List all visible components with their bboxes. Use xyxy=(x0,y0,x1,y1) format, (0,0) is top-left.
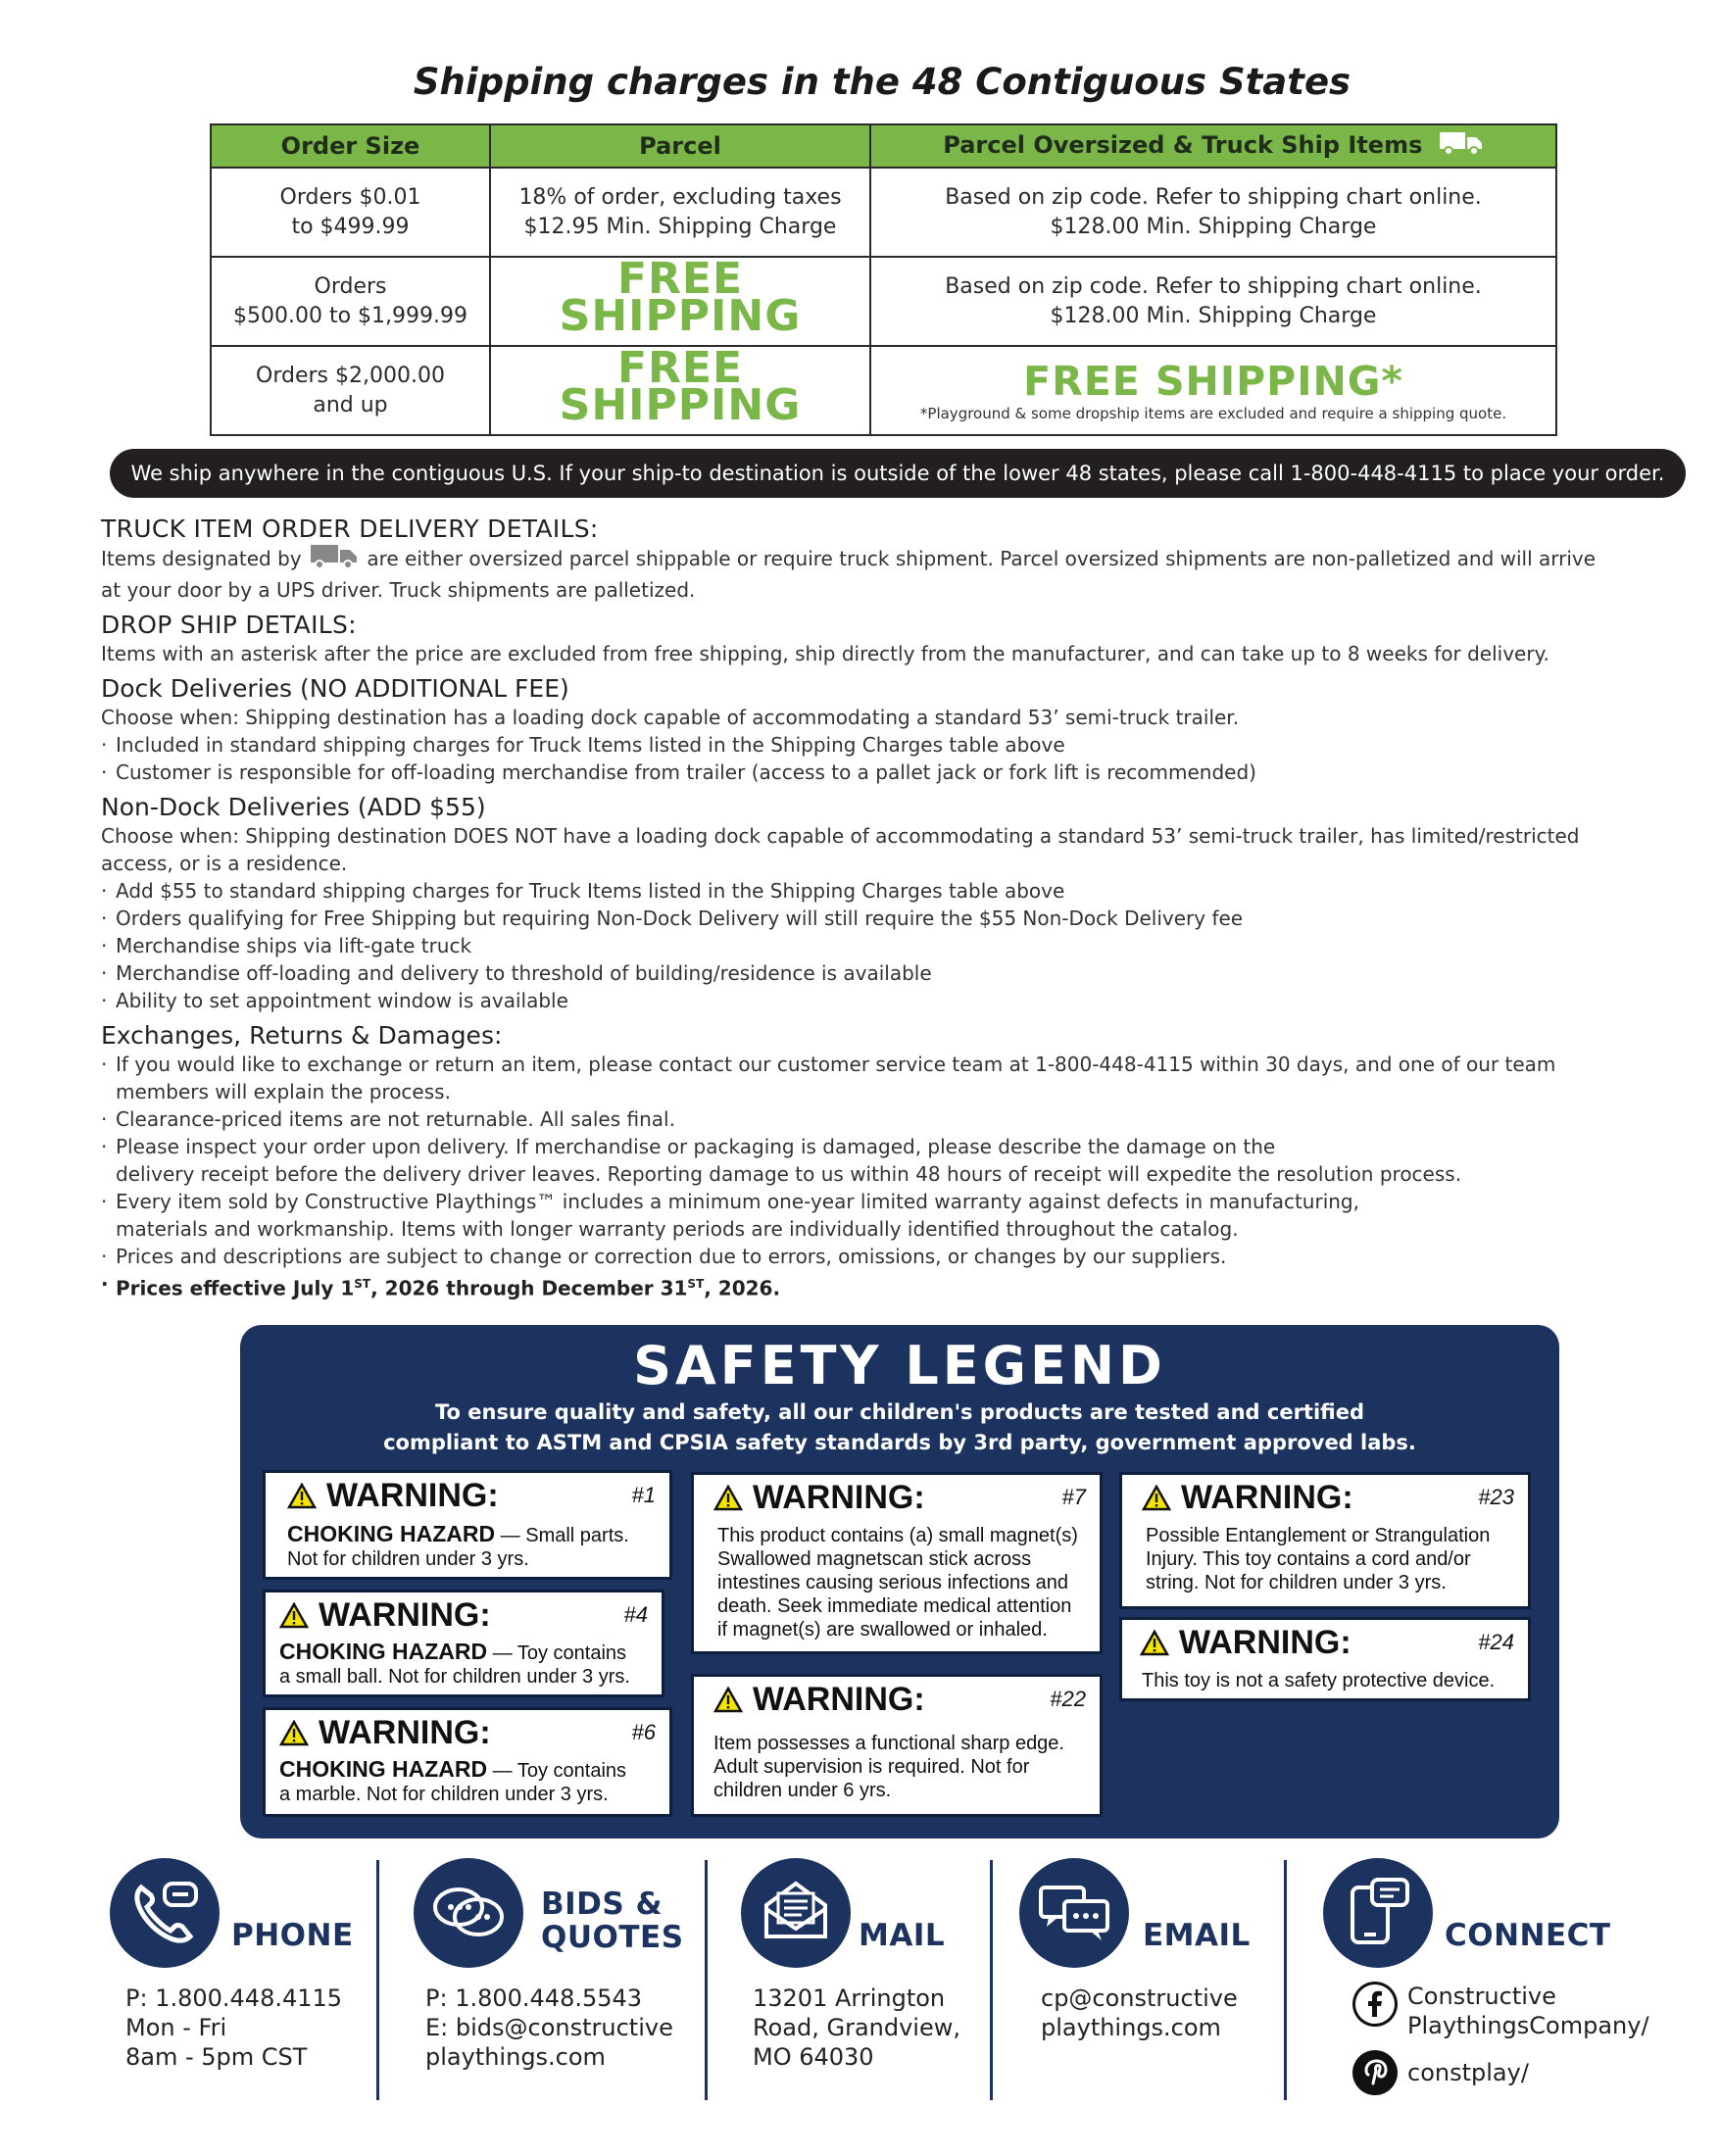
text-line: PlaythingsCompany/ xyxy=(1407,2012,1649,2039)
text-line xyxy=(279,1757,658,1783)
list-item: · Add $55 to standard shipping charges for Truck Items listed in the Shipping Charges table above xyxy=(101,877,1689,905)
non-dock-choose-text-2: access, or is a residence. xyxy=(101,852,348,875)
pinterest-icon xyxy=(1352,2050,1398,2095)
text-line: delivery receipt before the delivery driver leaves. Reporting damage to us within 48 hours of receipt will expedite the resolution process. xyxy=(116,1162,1462,1186)
cell-line: Orders $2,000.00 xyxy=(256,363,445,388)
mail-label: MAIL xyxy=(859,1918,946,1953)
text-line: BIDS & xyxy=(541,1886,663,1922)
warning-text xyxy=(279,1640,650,1689)
free-shipping-text: FREE SHIPPING* xyxy=(1023,357,1403,405)
truck-details-text-2: at your door by a UPS driver. Truck shipments are palletized. xyxy=(101,578,696,602)
text-line: Constructive xyxy=(1407,1983,1556,2010)
text-span: are either oversized parcel shippable or require truck shipment. Parcel oversized shipments are non-palletized and will arrive xyxy=(367,547,1597,570)
list-item: · Ability to set appointment window is available xyxy=(101,987,1689,1014)
warning-label: WARNING: xyxy=(753,1681,925,1718)
parcel-cell xyxy=(490,253,870,346)
table-row xyxy=(211,346,1556,435)
table-row xyxy=(211,257,1556,346)
text-line: 13201 Arrington xyxy=(753,1984,946,2012)
text-line: Not for children under 3 yrs. xyxy=(287,1548,529,1570)
drop-ship-text: Items with an asterisk after the price are excluded from free shipping, ship directly from the manufacturer, and can take up to 8 weeks for delivery. xyxy=(101,642,1549,665)
text-line: · If you would like to exchange or return an item, please contact our customer service team at 1-800-448-4115 within 30 days, and one of our team xyxy=(116,1053,1556,1076)
text-span: — Small parts. xyxy=(495,1525,629,1546)
phone-number[interactable]: P: 1.800.448.5543 xyxy=(425,1984,643,2012)
warning-card-4 xyxy=(263,1590,664,1697)
warning-text xyxy=(713,1732,1088,1802)
cell-line: Based on zip code. Refer to shipping chart online. xyxy=(945,273,1482,299)
text-span: , 2026. xyxy=(704,1276,781,1300)
header-parcel: Parcel xyxy=(490,124,870,168)
header-truck xyxy=(870,124,1556,168)
phone-label: PHONE xyxy=(231,1918,354,1953)
shipping-table xyxy=(210,123,1557,436)
text-line: members will explain the process. xyxy=(116,1080,451,1103)
text-line: QUOTES xyxy=(541,1920,684,1955)
footnote: *Playground & some dropship items are excluded and require a shipping quote. xyxy=(919,404,1507,422)
text-line: To ensure quality and safety, all our children's products are tested and certified xyxy=(434,1400,1365,1424)
text-line: playthings.com xyxy=(425,2043,606,2071)
mail-details xyxy=(753,1984,960,2072)
text-line: Mon - Fri xyxy=(125,2014,227,2041)
safety-legend-title: SAFETY LEGEND xyxy=(633,1335,1166,1396)
mobile-icon xyxy=(1323,1858,1433,1968)
list-item xyxy=(101,1051,1689,1105)
warning-number: #24 xyxy=(1478,1630,1514,1654)
table-header-row xyxy=(211,124,1556,168)
warning-number: #7 xyxy=(1061,1485,1086,1509)
warning-number: #1 xyxy=(631,1483,656,1507)
text-line: materials and workmanship. Items with longer warranty periods are individually identified throughout the catalog. xyxy=(116,1217,1239,1241)
warning-triangle-icon xyxy=(1140,1627,1169,1665)
warning-number: #23 xyxy=(1478,1485,1514,1509)
text-line: Injury. This toy contains a cord and/or xyxy=(1146,1548,1471,1570)
text-span: Prices effective July 1 xyxy=(116,1276,355,1300)
text-line: intestines causing serious infections and xyxy=(717,1572,1068,1593)
warning-text xyxy=(287,1522,658,1571)
text-line: · Every item sold by Constructive Playthings™ includes a minimum one-year limited warranty against defects in manufacturing, xyxy=(116,1190,1359,1213)
safety-legend xyxy=(240,1325,1559,1838)
warning-text xyxy=(717,1524,1088,1642)
contact-phone xyxy=(110,1858,365,2103)
warning-label: WARNING: xyxy=(753,1479,925,1516)
warning-heading xyxy=(287,1477,499,1518)
list-item: · Included in standard shipping charges for Truck Items listed in the Shipping Charges table above xyxy=(101,731,1689,759)
phone-details xyxy=(125,1984,342,2072)
divider xyxy=(705,1860,708,2100)
text-line: Item possesses a functional sharp edge. xyxy=(713,1733,1064,1754)
text-span: Items designated by xyxy=(101,547,302,570)
message-icon xyxy=(1019,1858,1129,1968)
table-row xyxy=(211,168,1556,257)
warning-label: WARNING: xyxy=(319,1596,491,1634)
text-line: compliant to ASTM and CPSIA safety standards by 3rd party, government approved labs. xyxy=(383,1431,1416,1454)
hazard-label: CHOKING HAZARD xyxy=(279,1639,488,1664)
warning-number: #4 xyxy=(623,1602,648,1627)
divider xyxy=(1284,1860,1287,2100)
warning-card-7 xyxy=(691,1472,1103,1654)
text-line: This toy is not a safety protective device. xyxy=(1142,1670,1496,1691)
truck-cell xyxy=(870,168,1556,257)
cell-line: Based on zip code. Refer to shipping chart online. xyxy=(945,184,1482,210)
list-item: · Orders qualifying for Free Shipping but requiring Non-Dock Delivery will still require the $55 Non-Dock Delivery fee xyxy=(101,905,1689,932)
list-item xyxy=(101,1133,1689,1188)
list-item: · Merchandise off-loading and delivery to threshold of building/residence is available xyxy=(101,959,1689,987)
warning-text xyxy=(1146,1524,1516,1594)
text-line: if magnet(s) are swallowed or inhaled. xyxy=(717,1619,1048,1641)
warning-heading xyxy=(713,1479,925,1520)
bids-details xyxy=(425,1984,673,2072)
cell-line: $12.95 Min. Shipping Charge xyxy=(523,214,837,239)
pinterest-link[interactable] xyxy=(1352,2050,1529,2095)
warning-label: WARNING: xyxy=(326,1477,499,1514)
list-item: · Customer is responsible for off-loading merchandise from trailer (access to a pallet jack or fork lift is recommended) xyxy=(101,759,1689,786)
email-link[interactable]: E: bids@constructive xyxy=(425,2014,673,2041)
text-line: MO 64030 xyxy=(753,2043,874,2071)
truck-details-text xyxy=(101,544,1689,576)
safety-legend-subtitle xyxy=(240,1397,1559,1458)
warning-heading xyxy=(279,1714,491,1755)
phone-icon xyxy=(110,1858,220,1968)
warning-triangle-icon xyxy=(287,1480,317,1518)
cell-line: $500.00 to $1,999.99 xyxy=(232,303,467,328)
text-line: Swallowed magnetscan stick across xyxy=(717,1548,1032,1570)
free-shipping-text: FREE SHIPPING xyxy=(559,342,802,430)
warning-triangle-icon xyxy=(713,1684,743,1722)
truck-icon xyxy=(310,544,359,576)
text-line: This product contains (a) small magnet(s) xyxy=(717,1525,1078,1546)
text-line xyxy=(279,1640,650,1665)
text-span: , 2026 through December 31 xyxy=(370,1276,688,1300)
list-item: · Merchandise ships via lift-gate truck xyxy=(101,932,1689,959)
order-size-cell xyxy=(211,257,490,346)
phone-number[interactable]: P: 1.800.448.4115 xyxy=(125,1984,343,2012)
shipping-banner: We ship anywhere in the contiguous U.S. If your ship-to destination is outside of the lower 48 states, please call 1-800-448-4115 to place your order. xyxy=(110,449,1686,498)
divider xyxy=(376,1860,379,2100)
email-link[interactable]: cp@constructive xyxy=(1041,1984,1238,2012)
warning-label: WARNING: xyxy=(319,1714,491,1751)
cell-line: $128.00 Min. Shipping Charge xyxy=(1050,214,1377,239)
cell-line: 18% of order, excluding taxes xyxy=(518,184,842,210)
divider xyxy=(990,1860,993,2100)
facebook-link[interactable] xyxy=(1352,1982,1649,2040)
shipping-title: Shipping charges in the 48 Contiguous States xyxy=(413,61,1351,103)
text-line: Road, Grandview, xyxy=(753,2014,960,2041)
text-line xyxy=(287,1522,658,1547)
order-size-cell xyxy=(211,346,490,435)
text-line: playthings.com xyxy=(1041,2014,1221,2041)
delivery-details xyxy=(101,514,1689,1302)
cell-line: and up xyxy=(313,392,388,417)
text-span: — Toy contains xyxy=(487,1642,627,1664)
warning-card-23 xyxy=(1119,1472,1531,1609)
warning-triangle-icon xyxy=(279,1717,309,1755)
list-item: · Clearance-priced items are not returnable. All sales final. xyxy=(101,1105,1689,1133)
cell-line: Orders $0.01 xyxy=(279,184,421,210)
list-item: · Prices and descriptions are subject to change or correction due to errors, omissions, or changes by our suppliers. xyxy=(101,1243,1689,1270)
bids-label xyxy=(541,1887,684,1954)
text-line: children under 6 yrs. xyxy=(713,1780,892,1801)
text-line: Adult supervision is required. Not for xyxy=(713,1756,1030,1778)
cell-line: $128.00 Min. Shipping Charge xyxy=(1050,303,1377,328)
superscript: ST xyxy=(354,1277,371,1291)
text-line: a marble. Not for children under 3 yrs. xyxy=(279,1784,609,1805)
text-line: Possible Entanglement or Strangulation xyxy=(1146,1525,1491,1546)
dock-heading: Dock Deliveries (NO ADDITIONAL FEE) xyxy=(101,674,569,703)
warning-card-1 xyxy=(263,1470,672,1580)
contact-connect xyxy=(1323,1858,1695,2103)
header-truck-label: Parcel Oversized & Truck Ship Items xyxy=(943,131,1423,159)
warning-heading xyxy=(713,1681,925,1722)
hazard-label: CHOKING HAZARD xyxy=(279,1756,488,1782)
free-shipping-text: FREE SHIPPING xyxy=(559,253,802,341)
chat-bubbles-icon xyxy=(414,1858,523,1968)
list-item xyxy=(101,1188,1689,1243)
contact-bids xyxy=(414,1858,708,2103)
envelope-icon xyxy=(741,1858,851,1968)
warning-label: WARNING: xyxy=(1179,1624,1351,1661)
truck-details-heading: TRUCK ITEM ORDER DELIVERY DETAILS: xyxy=(101,514,599,543)
warning-card-22 xyxy=(691,1674,1103,1817)
connect-label: CONNECT xyxy=(1445,1918,1611,1953)
pinterest-handle: constplay/ xyxy=(1407,2059,1529,2086)
warning-triangle-icon xyxy=(713,1482,743,1520)
warning-card-6 xyxy=(263,1707,672,1817)
order-size-cell xyxy=(211,168,490,257)
dock-choose-text: Choose when: Shipping destination has a loading dock capable of accommodating a standard 53’ semi-truck trailer. xyxy=(101,706,1240,729)
warning-text xyxy=(1142,1669,1516,1692)
non-dock-heading: Non-Dock Deliveries (ADD $55) xyxy=(101,793,486,821)
warning-heading xyxy=(279,1596,491,1638)
truck-cell xyxy=(870,257,1556,346)
truck-cell xyxy=(870,346,1556,435)
cell-line: Orders xyxy=(314,273,387,299)
parcel-cell xyxy=(490,342,870,435)
email-label: EMAIL xyxy=(1143,1918,1251,1953)
warning-label: WARNING: xyxy=(1181,1479,1353,1516)
contact-email xyxy=(1019,1858,1264,2103)
text-line: · Please inspect your order upon delivery. If merchandise or packaging is damaged, please describe the damage on the xyxy=(116,1135,1276,1158)
superscript: ST xyxy=(687,1277,705,1291)
cell-line: to $499.99 xyxy=(291,214,410,239)
text-span: — Toy contains xyxy=(487,1760,627,1782)
contact-mail xyxy=(741,1858,986,2103)
hazard-label: CHOKING HAZARD xyxy=(287,1521,496,1546)
warning-triangle-icon xyxy=(279,1599,309,1638)
header-order-size: Order Size xyxy=(211,124,490,168)
warning-number: #6 xyxy=(631,1720,656,1744)
email-details xyxy=(1041,1984,1238,2042)
warning-card-24 xyxy=(1119,1617,1531,1701)
parcel-cell xyxy=(490,168,870,257)
warning-heading xyxy=(1142,1479,1353,1520)
warning-text xyxy=(279,1757,658,1806)
exchanges-heading: Exchanges, Returns & Damages: xyxy=(101,1021,503,1050)
warning-heading xyxy=(1140,1624,1351,1665)
non-dock-choose-text: Choose when: Shipping destination DOES NOT have a loading dock capable of accommodating a standard 53’ semi-truck trailer, has limited/restricted xyxy=(101,824,1580,848)
warning-number: #22 xyxy=(1050,1687,1086,1711)
text-line: string. Not for children under 3 yrs. xyxy=(1146,1572,1447,1593)
warning-triangle-icon xyxy=(1142,1482,1171,1520)
text-line: 8am - 5pm CST xyxy=(125,2043,308,2071)
facebook-handle xyxy=(1407,1982,1649,2040)
prices-effective xyxy=(101,1270,1689,1302)
drop-ship-heading: DROP SHIP DETAILS: xyxy=(101,611,357,639)
text-line: death. Seek immediate medical attention xyxy=(717,1595,1072,1617)
text-line: a small ball. Not for children under 3 yrs. xyxy=(279,1666,630,1688)
truck-icon xyxy=(1439,130,1484,162)
facebook-icon xyxy=(1352,1982,1398,2027)
